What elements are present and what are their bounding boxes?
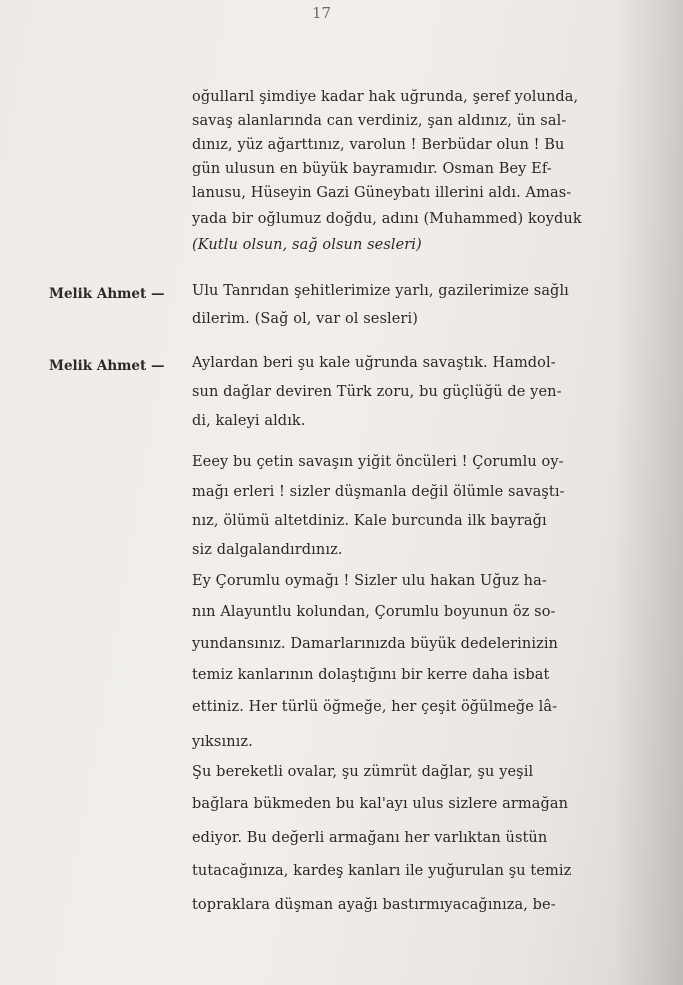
text-line: yıksınız. <box>192 734 253 750</box>
text-line: bağlara bükmeden bu kal'ayı ulus sizlere armağan <box>192 796 569 812</box>
text-line: topraklara düşman ayağı bastırmıyacağınıza, be- <box>192 897 556 913</box>
text-line: mağı erleri ! sizler düşmanla değil ölümle savaştı- <box>192 484 565 500</box>
text-line: dilerim. (Sağ ol, var ol sesleri) <box>192 311 418 327</box>
text-line: nız, ölümü altetdiniz. Kale burcunda ilk bayrağı <box>192 513 547 529</box>
page-number: 17 <box>312 4 332 22</box>
text-line: sun dağlar deviren Türk zoru, bu güçlüğü de yen- <box>192 384 562 400</box>
text-line: Ulu Tanrıdan şehitlerimize yarlı, gazilerimize sağlı <box>192 283 569 299</box>
text-line: ediyor. Bu değerli armağanı her varlıktan üstün <box>192 830 548 846</box>
text-line: tutacağınıza, kardeş kanları ile yuğurulan şu temiz <box>192 863 572 879</box>
text-line: di, kaleyi aldık. <box>192 413 306 429</box>
page-curve-shadow <box>613 0 683 985</box>
speaker-label: Melik Ahmet — <box>49 358 165 374</box>
text-line: savaş alanlarında can verdiniz, şan aldınız, ün sal- <box>192 113 567 129</box>
text-line: siz dalgalandırdınız. <box>192 542 343 558</box>
text-line: Eeey bu çetin savaşın yiğit öncüleri ! Çorumlu oy- <box>192 454 564 470</box>
text-line: ettiniz. Her türlü öğmeğe, her çeşit öğülmeğe lâ- <box>192 699 558 715</box>
text-line: lanusu, Hüseyin Gazi Güneybatı illerini aldı. Amas- <box>192 185 572 201</box>
text-line: yundansınız. Damarlarınızda büyük dedelerinizin <box>192 636 558 652</box>
text-line: gün ulusun en büyük bayramıdır. Osman Bey Ef- <box>192 161 552 177</box>
text-line: yada bir oğlumuz doğdu, adını (Muhammed) koyduk <box>192 211 582 227</box>
text-line: temiz kanlarının dolaştığını bir kerre daha isbat <box>192 667 550 683</box>
text-line: nın Alayuntlu kolundan, Çorumlu boyunun öz so- <box>192 604 556 620</box>
text-line: oğullarıl şimdiye kadar hak uğrunda, şeref yolunda, <box>192 89 579 105</box>
text-line: dınız, yüz ağarttınız, varolun ! Berbüdar olun ! Bu <box>192 137 565 153</box>
text-line: Şu bereketli ovalar, şu zümrüt dağlar, şu yeşil <box>192 764 534 780</box>
text-line: Ey Çorumlu oymağı ! Sizler ulu hakan Uğuz ha- <box>192 573 547 589</box>
text-line: Aylardan beri şu kale uğrunda savaştık. Hamdol- <box>192 355 556 371</box>
speaker-label: Melik Ahmet — <box>49 286 165 302</box>
text-line: (Kutlu olsun, sağ olsun sesleri) <box>192 237 422 253</box>
